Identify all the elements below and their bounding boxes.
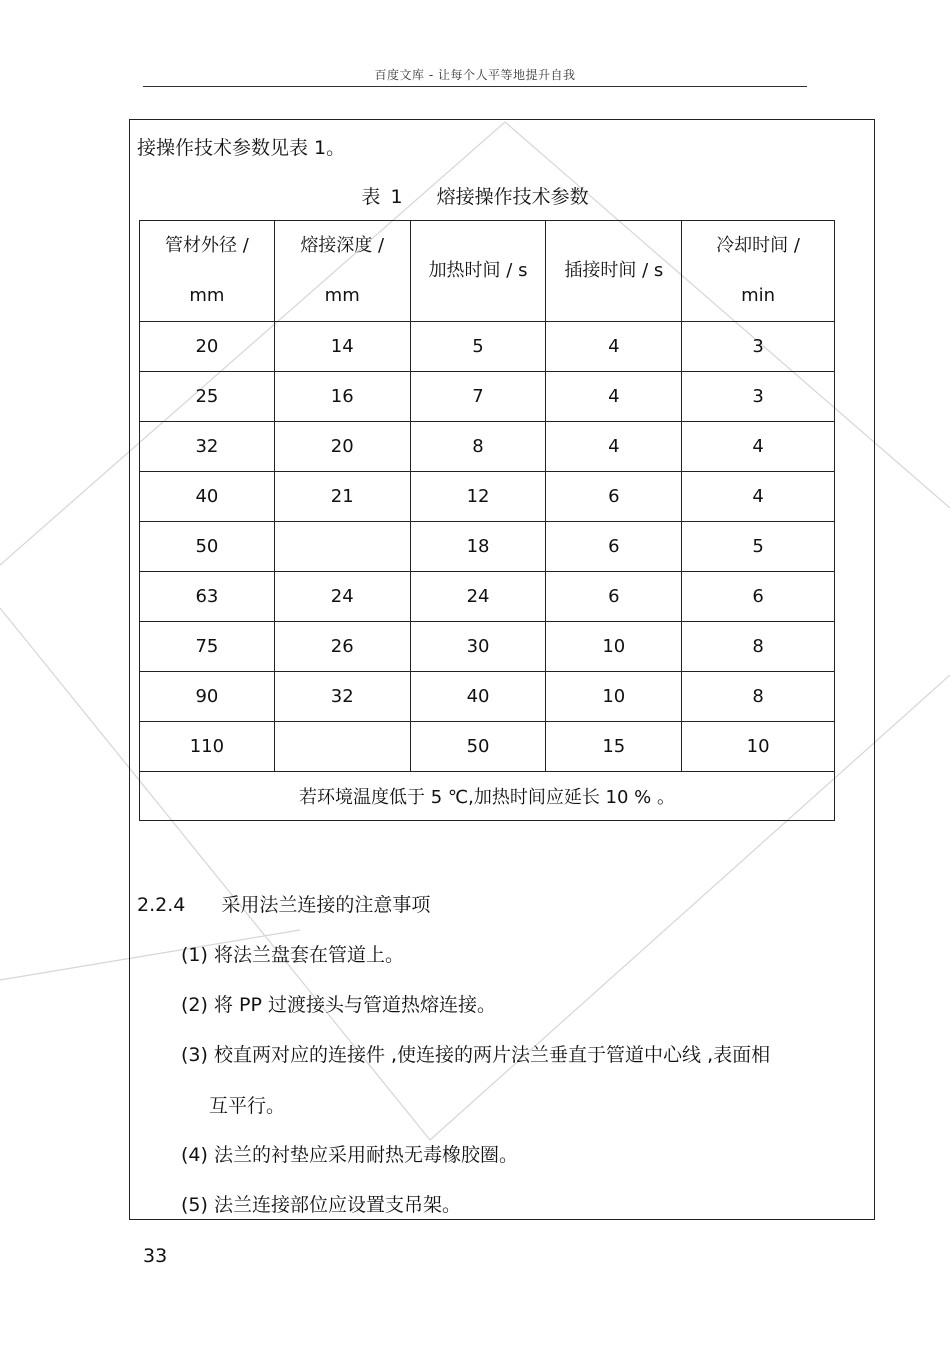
list-item: (1) 将法兰盘套在管道上。 [181, 944, 404, 966]
list-item: (4) 法兰的衬垫应采用耐热无毒橡胶圈。 [181, 1144, 518, 1166]
table-header-row [140, 221, 835, 322]
header-insert-time: 插接时间 / s [546, 221, 682, 322]
list-item-continuation: 互平行。 [209, 1095, 286, 1117]
table-row: 50 18 6 5 [140, 522, 835, 572]
header-heating-time: 加热时间 / s [410, 221, 546, 322]
table-caption-number: 表 1 [361, 186, 403, 208]
section-title: 采用法兰连接的注意事项 [221, 894, 431, 916]
parameters-table [139, 220, 835, 821]
page-header: 百度文库 - 让每个人平等地提升自我 [374, 68, 576, 82]
list-item: (5) 法兰连接部位应设置支吊架。 [181, 1194, 461, 1216]
table-row: 75 26 30 10 8 [140, 622, 835, 672]
page-number: 33 [143, 1245, 168, 1267]
table-row: 32 20 8 4 4 [140, 422, 835, 472]
table-row: 40 21 12 6 4 [140, 472, 835, 522]
list-item: (3) 校直两对应的连接件 ,使连接的两片法兰垂直于管道中心线 ,表面相 [181, 1044, 771, 1066]
table-row: 110 50 15 10 [140, 722, 835, 772]
header-cooling-time: 冷却时间 / min [682, 221, 835, 322]
header-weld-depth: 熔接深度 / mm [274, 221, 410, 322]
header-rule [143, 86, 807, 87]
table-row: 20 14 5 4 3 [140, 322, 835, 372]
table-row: 90 32 40 10 8 [140, 672, 835, 722]
intro-text: 接操作技术参数见表 1。 [137, 137, 346, 159]
table-row: 25 16 7 4 3 [140, 372, 835, 422]
list-item: (2) 将 PP 过渡接头与管道热熔连接。 [181, 994, 496, 1016]
section-heading [137, 890, 430, 917]
table-caption-title: 熔接操作技术参数 [436, 186, 589, 208]
table-note: 若环境温度低于 5 ℃,加热时间应延长 10 % 。 [140, 772, 835, 821]
table-note-row [140, 772, 835, 821]
section-number: 2.2.4 [137, 894, 186, 916]
header-outer-diameter: 管材外径 / mm [140, 221, 275, 322]
table-caption [0, 182, 950, 209]
table-row: 63 24 24 6 6 [140, 572, 835, 622]
